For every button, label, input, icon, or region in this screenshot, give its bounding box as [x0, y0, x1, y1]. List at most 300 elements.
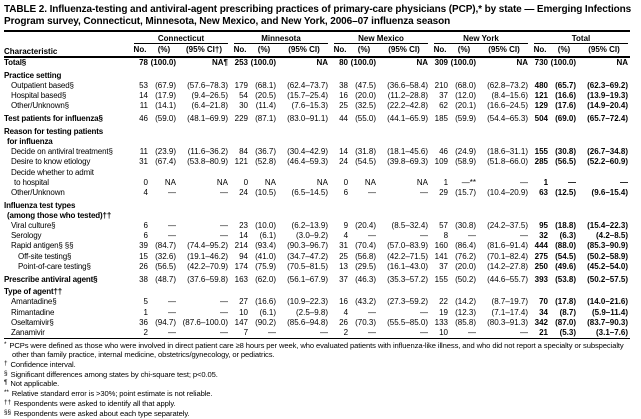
- cell: NA: [316, 58, 329, 67]
- cell: (7.1–17.4): [491, 307, 529, 317]
- cell: (11.6–36.2): [187, 147, 229, 157]
- cell: (32.5): [355, 101, 377, 111]
- cell: NA: [516, 58, 529, 67]
- cell: 70: [539, 297, 549, 307]
- footnote: †† Respondents were asked to identify all that apply.: [4, 399, 176, 409]
- cell: —: [520, 177, 529, 187]
- column-group-new-york: [430, 31, 530, 44]
- cell: (15.4–22.3): [587, 221, 629, 231]
- cell: —: [368, 307, 377, 317]
- cell: 62: [439, 101, 449, 111]
- cell: (39.8–69.3): [387, 157, 429, 167]
- cell: —: [420, 307, 429, 317]
- col-header: No.: [430, 44, 450, 57]
- cell: 0: [143, 177, 148, 187]
- cell: (30.4–42.9): [287, 147, 329, 157]
- col-header: No.: [130, 44, 150, 57]
- cell: (55.0): [355, 114, 377, 124]
- cell: (34.7–47.2): [287, 251, 329, 261]
- cell: 46: [439, 147, 449, 157]
- cell: 44: [339, 114, 349, 124]
- footnote: * PCPs were defined as those who were involved in direct patient care ≥8 hours per week, who evaluated patients with influenza-like illness, and who did not report a specialty or subspecialty other than family practice, internal medicine, obstetrics/gynecology, or pediatrics.: [4, 341, 624, 360]
- cell: —: [168, 328, 176, 338]
- cell: (70.3): [355, 317, 377, 327]
- cell: —: [420, 231, 429, 241]
- footnotes: [4, 341, 634, 418]
- cell: 24: [239, 187, 249, 197]
- cell: (90.3–96.7): [287, 241, 329, 251]
- cell: (14.1): [155, 101, 176, 111]
- cell: 34: [539, 307, 549, 317]
- cell: (6.4–21.8): [191, 101, 229, 111]
- cell: 16: [339, 297, 349, 307]
- cell: NA: [416, 58, 429, 67]
- cell: 160: [434, 241, 449, 251]
- cell: 2: [143, 328, 148, 338]
- table-row: [4, 81, 630, 91]
- table-row: [4, 91, 630, 101]
- cell: (70.5–81.5): [287, 261, 329, 271]
- empty-cell: [130, 198, 630, 221]
- cell: NA¶: [212, 58, 229, 67]
- cell: (36.6–58.4): [387, 80, 429, 90]
- cell: (85.3–90.9): [587, 241, 629, 251]
- column-group-label: New York: [434, 33, 528, 44]
- cell: 1: [443, 177, 449, 187]
- cell: —**: [461, 177, 477, 187]
- footnote: ¶ Not applicable.: [4, 379, 60, 389]
- cell: 14: [139, 91, 148, 101]
- row-label: Point-of-care testing§: [18, 261, 91, 271]
- cell: 174: [234, 261, 249, 271]
- cell: 2: [343, 328, 349, 338]
- cell: (5.9–11.4): [591, 307, 629, 317]
- cell: 10: [239, 307, 249, 317]
- cell: (55.5–85.0): [387, 317, 429, 327]
- cell: 46: [139, 114, 148, 124]
- cell: (58.9): [455, 157, 477, 167]
- cell: NA: [616, 58, 629, 67]
- cell: 253: [234, 58, 249, 67]
- cell: (16.6): [555, 91, 577, 101]
- empty-cell: [130, 68, 630, 81]
- cell: (6.3): [559, 231, 577, 241]
- col-header: No.: [530, 44, 550, 57]
- cell: (52.8): [255, 157, 277, 167]
- cell: (36.7): [255, 147, 277, 157]
- cell: 22: [439, 297, 449, 307]
- cell: (46.4–59.3): [287, 157, 329, 167]
- cell: (18.6–31.1): [487, 147, 529, 157]
- cell: 121: [234, 157, 249, 167]
- cell: (56.5): [155, 261, 176, 271]
- cell: —: [320, 328, 329, 338]
- cell: 1: [143, 307, 148, 317]
- cell: 84: [239, 147, 249, 157]
- cell: (47.5): [355, 80, 377, 90]
- cell: 109: [434, 157, 449, 167]
- cell: 6: [343, 187, 349, 197]
- cell: —: [220, 221, 229, 231]
- table-row: [4, 221, 630, 231]
- column-group-connecticut: [130, 31, 230, 44]
- cell: (44.1–65.9): [387, 114, 429, 124]
- cell: —: [420, 328, 429, 338]
- cell: (76.2): [455, 251, 477, 261]
- cell: 504: [534, 114, 549, 124]
- cell: 730: [534, 58, 549, 67]
- cell: (42.2–70.9): [187, 261, 229, 271]
- col-header: (%): [550, 44, 578, 57]
- cell: (62.4–73.7): [287, 80, 329, 90]
- cell: (49.6): [555, 261, 577, 271]
- cell: (56.5): [555, 157, 577, 167]
- cell: 4: [143, 187, 148, 197]
- cell: (10.5): [255, 187, 277, 197]
- cell: (16.6): [255, 297, 277, 307]
- cell: 15: [139, 251, 148, 261]
- cell: (10.9–22.3): [287, 297, 329, 307]
- cell: (20.4): [355, 221, 377, 231]
- cell: (35.3–57.2): [387, 274, 429, 284]
- cell: (67.4): [155, 157, 176, 167]
- footnote-marker: *: [4, 341, 7, 349]
- cell: 80: [339, 58, 349, 67]
- cell: (86.4): [455, 241, 477, 251]
- cell: (53.8): [555, 274, 577, 284]
- cell: (9.4–26.5): [191, 91, 229, 101]
- cell: 32: [539, 231, 549, 241]
- cell: (87.1): [255, 114, 277, 124]
- cell: (68.1): [255, 80, 277, 90]
- col-header: (%): [350, 44, 378, 57]
- cell: NA: [264, 177, 277, 187]
- cell: 480: [534, 80, 549, 90]
- cell: (67.9): [155, 80, 176, 90]
- cell: —: [520, 328, 529, 338]
- table-row: [4, 318, 630, 328]
- table-row: [4, 168, 630, 188]
- empty-cell: [130, 285, 630, 298]
- cell: (15.7): [455, 187, 477, 197]
- row-label: Viral culture§: [11, 221, 56, 231]
- cell: (85.8): [455, 317, 477, 327]
- cell: (18.8): [555, 221, 577, 231]
- cell: (12.0): [455, 91, 477, 101]
- cell: 7: [243, 328, 249, 338]
- cell: (16.6–24.5): [487, 101, 529, 111]
- cell: 250: [534, 261, 549, 271]
- cell: NA: [316, 177, 329, 187]
- cell: —: [220, 187, 229, 197]
- cell: 38: [139, 274, 148, 284]
- table-row: [4, 124, 630, 147]
- cell: 11: [139, 147, 148, 157]
- cell: 26: [339, 317, 349, 327]
- cell: 10: [439, 328, 449, 338]
- table-row: [4, 252, 630, 262]
- cell: (57.6–78.3): [187, 80, 229, 90]
- cell: (42.2–71.5): [387, 251, 429, 261]
- cell: (59.0): [155, 114, 176, 124]
- cell: (45.2–54.0): [587, 261, 629, 271]
- cell: 8: [443, 231, 449, 241]
- cell: (56.8): [355, 251, 377, 261]
- cell: (41.0): [255, 251, 277, 261]
- cell: 14: [339, 147, 349, 157]
- cell: (9.6–15.4): [591, 187, 629, 197]
- cell: (52.2–60.9): [587, 157, 629, 167]
- cell: (57.0–83.9): [387, 241, 429, 251]
- cell: (16.1–43.0): [387, 261, 429, 271]
- table-title: TABLE 2. Influenza-testing and antiviral-agent prescribing practices of primary-care physicians (PCP),* by state — Emerging Infections Program survey, Connecticut, Minnesota, New Mexico, and New York, 2006–07 influenza season: [4, 4, 632, 27]
- cell: 36: [139, 317, 148, 327]
- col-header: (%): [450, 44, 478, 57]
- cell: (51.8–66.0): [487, 157, 529, 167]
- cell: (20.5): [255, 91, 277, 101]
- table-row: [4, 157, 630, 167]
- cell: (10.0): [255, 221, 277, 231]
- cell: 179: [234, 80, 249, 90]
- cell: (8.7): [559, 307, 577, 317]
- cell: (70.4): [355, 241, 377, 251]
- cell: (93.4): [255, 241, 277, 251]
- cell: (12.3): [455, 307, 477, 317]
- cell: 25: [339, 251, 349, 261]
- row-label: Amantadine§: [11, 297, 57, 307]
- cell: (24.2–37.5): [487, 221, 529, 231]
- row-label: Other/Unknown: [11, 187, 65, 197]
- cell: (14.2): [455, 297, 477, 307]
- cell: 141: [434, 251, 449, 261]
- cell: 26: [139, 261, 148, 271]
- cell: —: [168, 221, 176, 231]
- cell: (30.8): [555, 147, 577, 157]
- table-row: [4, 147, 630, 157]
- column-group-total: [530, 31, 630, 44]
- col-header: No.: [230, 44, 250, 57]
- cell: (44.6–55.7): [487, 274, 529, 284]
- cell: (50.2–58.9): [587, 251, 629, 261]
- footnote-marker: †: [4, 359, 8, 367]
- cell: (2.5–9.8): [295, 307, 329, 317]
- cell: 121: [534, 91, 549, 101]
- cell: 25: [339, 101, 349, 111]
- cell: (13.9–19.3): [587, 91, 629, 101]
- row-label: Rimantadine: [11, 307, 55, 317]
- cell: —: [468, 231, 477, 241]
- row-label: Serology: [11, 231, 42, 241]
- column-group-label: New Mexico: [334, 33, 428, 44]
- cell: (27.3–59.2): [387, 297, 429, 307]
- cell: 163: [234, 274, 249, 284]
- table-row: [4, 308, 630, 318]
- cell: —: [220, 328, 229, 338]
- cell: (80.3–91.3): [487, 317, 529, 327]
- group-header-row: [4, 31, 630, 44]
- cell: 95: [539, 221, 549, 231]
- cell: 29: [439, 187, 449, 197]
- cell: (59.9): [455, 114, 477, 124]
- cell: (26.7–34.8): [587, 147, 629, 157]
- cell: (68.0): [455, 80, 477, 90]
- row-label: Total§: [4, 58, 27, 67]
- cell: —: [168, 297, 176, 307]
- column-group-label: Total: [534, 33, 628, 44]
- row-label: Other/Unknown§: [11, 101, 69, 111]
- cell: 14: [239, 231, 249, 241]
- cell: (54.5): [355, 157, 377, 167]
- row-label: Reason for testing patients for influenza: [4, 126, 104, 146]
- cell: (29.5): [355, 261, 377, 271]
- cell: (87.6–100.0): [182, 317, 229, 327]
- cell: (20.0): [355, 91, 377, 101]
- cell: —: [220, 307, 229, 317]
- cell: —: [220, 297, 229, 307]
- cell: (14.0–21.6): [587, 297, 629, 307]
- cell: (10.4–20.9): [487, 187, 529, 197]
- cell: (15.7–25.4): [287, 91, 329, 101]
- cell: (50.2): [455, 274, 477, 284]
- cell: (75.9): [255, 261, 277, 271]
- table-row: [4, 297, 630, 307]
- cell: (100.0): [550, 58, 577, 67]
- cell: (100.0): [450, 58, 477, 67]
- column-group-label: Connecticut: [134, 33, 228, 44]
- cell: (18.1–45.6): [387, 147, 429, 157]
- cell: NA: [164, 177, 176, 187]
- table-row: [4, 68, 630, 81]
- cell: —: [368, 187, 377, 197]
- cell: (48.1–69.9): [187, 114, 229, 124]
- cell: (88.0): [555, 241, 577, 251]
- cell: 13: [339, 261, 349, 271]
- cell: 37: [339, 274, 349, 284]
- cell: (56.1–67.9): [287, 274, 329, 284]
- cell: (17.6): [555, 101, 577, 111]
- table-row: [4, 328, 630, 339]
- cell: 37: [439, 261, 449, 271]
- row-label: Outpatient based§: [11, 80, 74, 90]
- cell: 0: [243, 177, 249, 187]
- cell: (12.5): [555, 187, 577, 197]
- cell: —: [620, 177, 629, 187]
- col-header: No.: [330, 44, 350, 57]
- cell: (14.9–20.4): [587, 101, 629, 111]
- row-label: Hospital based§: [11, 91, 67, 101]
- col-header: (95% CI): [578, 44, 630, 57]
- cell: 185: [434, 114, 449, 124]
- cell: 31: [139, 157, 148, 167]
- cell: (3.0–9.2): [295, 231, 329, 241]
- cell: (17.8): [555, 297, 577, 307]
- cell: —: [420, 187, 429, 197]
- row-label: Influenza test types (among those who tested)††: [4, 200, 112, 220]
- influenza-practices-table: [4, 30, 630, 339]
- cell: 39: [139, 241, 148, 251]
- cell: (20.1): [455, 101, 477, 111]
- cell: (70.1–82.4): [487, 251, 529, 261]
- row-label: Off-site testing§: [18, 251, 72, 261]
- empty-cell: [130, 124, 630, 147]
- row-label: Type of agent††: [4, 287, 63, 297]
- footnote: ** Relative standard error is >30%; point estimate is not reliable.: [4, 389, 213, 399]
- cell: —: [568, 177, 577, 187]
- footnote-marker: ††: [4, 399, 11, 407]
- cell: 6: [143, 221, 148, 231]
- cell: (37.6–59.8): [187, 274, 229, 284]
- table-row: [4, 101, 630, 111]
- cell: 229: [234, 114, 249, 124]
- cell: (6.2–13.9): [291, 221, 329, 231]
- cell: (84.7): [155, 241, 176, 251]
- cell: (7.6–15.3): [291, 101, 329, 111]
- cell: 0: [343, 177, 349, 187]
- cell: (69.0): [555, 114, 577, 124]
- characteristic-header: Characteristic: [4, 31, 130, 57]
- column-group-minnesota: [230, 31, 330, 44]
- cell: 147: [234, 317, 249, 327]
- row-label: Prescribe antiviral agent§: [4, 274, 98, 284]
- cell: (53.8–80.9): [187, 157, 229, 167]
- cell: (6.5–14.5): [291, 187, 329, 197]
- cell: (32.6): [155, 251, 176, 261]
- cell: 285: [534, 157, 549, 167]
- cell: 129: [534, 101, 549, 111]
- column-group-label: Minnesota: [234, 33, 328, 44]
- column-group-new-mexico: [330, 31, 430, 44]
- row-label: Zanamivir: [11, 328, 45, 338]
- cell: (65.7): [555, 80, 577, 90]
- cell: —: [168, 231, 176, 241]
- cell: (3.1–7.6): [595, 328, 629, 338]
- cell: (50.2–57.5): [587, 274, 629, 284]
- cell: (4.2–8.5): [595, 231, 629, 241]
- cell: 4: [343, 307, 349, 317]
- col-header: (%): [150, 44, 178, 57]
- cell: 21: [539, 328, 549, 338]
- cell: 38: [339, 80, 349, 90]
- col-header: (95% CI): [478, 44, 530, 57]
- table-row: [4, 241, 630, 251]
- cell: (14.2–27.8): [487, 261, 529, 271]
- cell: (5.3): [559, 328, 577, 338]
- table-row: [4, 285, 630, 298]
- cell: —: [168, 307, 176, 317]
- cell: 53: [139, 80, 148, 90]
- row-label: Test patients for influenza§: [4, 114, 103, 124]
- cell: (62.0): [255, 274, 277, 284]
- cell: 24: [339, 157, 349, 167]
- cell: (31.8): [355, 147, 377, 157]
- footnote-marker: **: [4, 389, 9, 397]
- cell: (19.1–46.2): [187, 251, 229, 261]
- cell: 31: [339, 241, 349, 251]
- table-body: [4, 57, 630, 339]
- cell: 210: [434, 80, 449, 90]
- cell: (90.2): [255, 317, 277, 327]
- cell: (83.0–91.1): [287, 114, 329, 124]
- cell: 155: [534, 147, 549, 157]
- cell: (30.8): [455, 221, 477, 231]
- cell: (81.6–91.4): [487, 241, 529, 251]
- cell: (24.9): [455, 147, 477, 157]
- table-row: [4, 57, 630, 68]
- row-label: Oseltamivir§: [11, 317, 54, 327]
- table-row: [4, 262, 630, 272]
- row-label: Desire to know etiology: [11, 157, 91, 167]
- cell: 78: [139, 58, 148, 67]
